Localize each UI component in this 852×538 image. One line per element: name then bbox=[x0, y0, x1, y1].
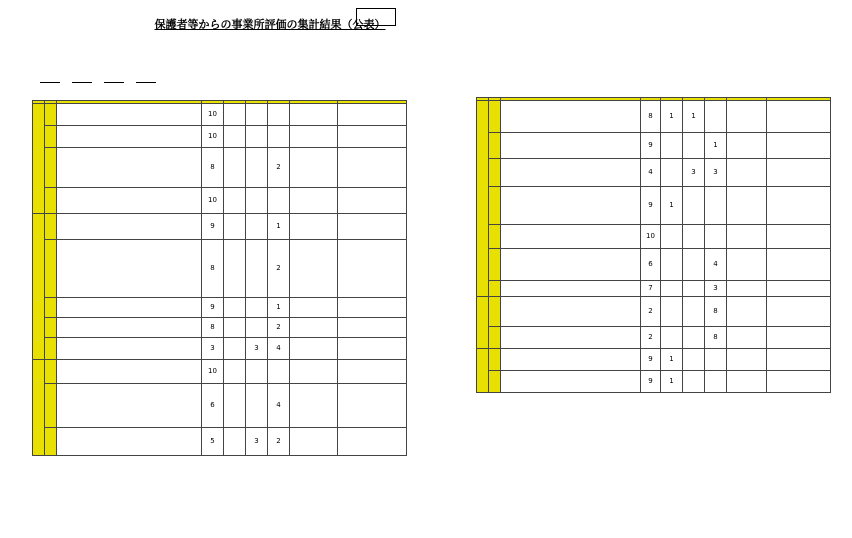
count-yes: 9 bbox=[641, 133, 661, 159]
response-cell bbox=[767, 187, 831, 225]
table-row bbox=[33, 104, 407, 126]
count-no bbox=[683, 327, 705, 349]
count-neutral: 1 bbox=[661, 349, 683, 371]
opinion-cell bbox=[290, 298, 338, 318]
table-row bbox=[33, 318, 407, 338]
count-neutral bbox=[224, 148, 246, 188]
count-no bbox=[683, 133, 705, 159]
respondents-count bbox=[72, 82, 92, 83]
category-cell bbox=[33, 104, 45, 214]
page-title: 保護者等からの事業所評価の集計結果（公表） bbox=[154, 18, 386, 31]
count-unknown bbox=[705, 187, 727, 225]
count-unknown bbox=[705, 101, 727, 133]
opinion-cell bbox=[290, 318, 338, 338]
count-neutral bbox=[224, 428, 246, 456]
count-no bbox=[683, 349, 705, 371]
count-unknown: 1 bbox=[705, 133, 727, 159]
count-neutral bbox=[224, 318, 246, 338]
row-number bbox=[489, 297, 501, 327]
answered-count bbox=[104, 82, 124, 83]
count-yes: 3 bbox=[202, 338, 224, 360]
question-text bbox=[57, 360, 202, 384]
count-no bbox=[683, 281, 705, 297]
category-cell bbox=[477, 297, 489, 349]
count-neutral bbox=[224, 338, 246, 360]
response-cell bbox=[767, 225, 831, 249]
count-yes: 10 bbox=[202, 104, 224, 126]
row-number bbox=[489, 159, 501, 187]
count-unknown: 8 bbox=[705, 327, 727, 349]
table-row bbox=[477, 159, 831, 187]
category-cell bbox=[477, 349, 489, 393]
response-cell bbox=[767, 297, 831, 327]
question-text bbox=[57, 126, 202, 148]
count-neutral bbox=[224, 384, 246, 428]
row-number bbox=[489, 101, 501, 133]
count-no bbox=[683, 249, 705, 281]
opinion-cell bbox=[290, 126, 338, 148]
count-yes: 8 bbox=[641, 101, 661, 133]
response-cell bbox=[767, 349, 831, 371]
response-cell bbox=[767, 133, 831, 159]
row-number bbox=[489, 327, 501, 349]
question-text bbox=[57, 338, 202, 360]
count-neutral: 1 bbox=[661, 187, 683, 225]
row-number bbox=[45, 126, 57, 148]
count-no bbox=[683, 225, 705, 249]
response-cell bbox=[338, 384, 407, 428]
count-yes: 10 bbox=[202, 188, 224, 214]
count-neutral bbox=[661, 159, 683, 187]
response-cell bbox=[767, 101, 831, 133]
opinion-cell bbox=[727, 371, 767, 393]
opinion-cell bbox=[290, 338, 338, 360]
count-unknown: 4 bbox=[268, 384, 290, 428]
table-row bbox=[33, 148, 407, 188]
row-number bbox=[489, 187, 501, 225]
row-number bbox=[45, 318, 57, 338]
row-number bbox=[45, 214, 57, 240]
count-unknown: 1 bbox=[268, 298, 290, 318]
count-neutral bbox=[661, 281, 683, 297]
count-unknown: 2 bbox=[268, 148, 290, 188]
count-neutral bbox=[224, 188, 246, 214]
count-no: 1 bbox=[683, 101, 705, 133]
left-evaluation-table bbox=[32, 100, 407, 456]
opinion-cell bbox=[290, 240, 338, 298]
response-cell bbox=[338, 298, 407, 318]
opinion-cell bbox=[727, 297, 767, 327]
opinion-cell bbox=[727, 133, 767, 159]
count-no bbox=[246, 214, 268, 240]
table-row bbox=[33, 298, 407, 318]
count-neutral bbox=[224, 104, 246, 126]
opinion-cell bbox=[727, 349, 767, 371]
row-number bbox=[45, 428, 57, 456]
count-yes: 9 bbox=[202, 298, 224, 318]
response-cell bbox=[338, 318, 407, 338]
count-neutral bbox=[661, 225, 683, 249]
count-unknown: 4 bbox=[268, 338, 290, 360]
count-yes: 6 bbox=[202, 384, 224, 428]
question-text bbox=[57, 188, 202, 214]
right-evaluation-table bbox=[476, 97, 831, 393]
count-unknown: 3 bbox=[705, 281, 727, 297]
response-cell bbox=[338, 338, 407, 360]
count-yes: 6 bbox=[641, 249, 661, 281]
opinion-cell bbox=[727, 249, 767, 281]
facility-line bbox=[34, 82, 156, 83]
response-cell bbox=[338, 148, 407, 188]
table-row bbox=[477, 349, 831, 371]
table-row bbox=[477, 249, 831, 281]
count-unknown: 2 bbox=[268, 318, 290, 338]
count-no bbox=[246, 360, 268, 384]
count-unknown bbox=[268, 360, 290, 384]
count-neutral bbox=[224, 214, 246, 240]
row-number bbox=[45, 240, 57, 298]
table-row bbox=[33, 338, 407, 360]
question-text bbox=[57, 240, 202, 298]
table-row bbox=[33, 214, 407, 240]
question-text bbox=[57, 104, 202, 126]
question-text bbox=[501, 349, 641, 371]
table-row bbox=[477, 327, 831, 349]
table-row bbox=[477, 281, 831, 297]
response-cell bbox=[338, 214, 407, 240]
row-number bbox=[45, 188, 57, 214]
response-cell bbox=[767, 159, 831, 187]
row-number bbox=[489, 349, 501, 371]
response-cell bbox=[338, 104, 407, 126]
count-neutral bbox=[661, 133, 683, 159]
response-cell bbox=[767, 327, 831, 349]
opinion-cell bbox=[727, 327, 767, 349]
question-text bbox=[501, 327, 641, 349]
table-row bbox=[33, 126, 407, 148]
table-row bbox=[477, 371, 831, 393]
count-no: 3 bbox=[246, 338, 268, 360]
category-cell bbox=[33, 214, 45, 360]
count-yes: 4 bbox=[641, 159, 661, 187]
question-text bbox=[501, 249, 641, 281]
row-number bbox=[45, 104, 57, 126]
question-text bbox=[57, 318, 202, 338]
count-yes: 9 bbox=[641, 371, 661, 393]
count-yes: 9 bbox=[641, 349, 661, 371]
count-unknown: 1 bbox=[268, 214, 290, 240]
row-number bbox=[45, 384, 57, 428]
count-unknown bbox=[705, 349, 727, 371]
question-text bbox=[57, 428, 202, 456]
opinion-cell bbox=[727, 281, 767, 297]
response-cell bbox=[338, 188, 407, 214]
opinion-cell bbox=[290, 428, 338, 456]
count-yes: 10 bbox=[202, 360, 224, 384]
table-row bbox=[477, 297, 831, 327]
opinion-cell bbox=[727, 159, 767, 187]
response-cell bbox=[767, 249, 831, 281]
count-unknown bbox=[705, 225, 727, 249]
count-neutral: 1 bbox=[661, 371, 683, 393]
count-neutral bbox=[224, 360, 246, 384]
attachment-label bbox=[356, 8, 396, 26]
opinion-cell bbox=[290, 188, 338, 214]
question-text bbox=[57, 148, 202, 188]
count-yes: 10 bbox=[641, 225, 661, 249]
table-row bbox=[477, 187, 831, 225]
response-cell bbox=[338, 428, 407, 456]
question-text bbox=[501, 101, 641, 133]
question-text bbox=[501, 225, 641, 249]
count-no bbox=[246, 298, 268, 318]
count-neutral bbox=[224, 126, 246, 148]
response-cell bbox=[338, 240, 407, 298]
row-number bbox=[489, 225, 501, 249]
count-unknown bbox=[705, 371, 727, 393]
response-cell bbox=[338, 360, 407, 384]
count-neutral bbox=[224, 298, 246, 318]
question-text bbox=[57, 214, 202, 240]
row-number bbox=[489, 133, 501, 159]
opinion-cell bbox=[290, 384, 338, 428]
opinion-cell bbox=[727, 187, 767, 225]
count-no bbox=[246, 384, 268, 428]
facility-name bbox=[40, 82, 60, 83]
count-yes: 7 bbox=[641, 281, 661, 297]
count-neutral bbox=[661, 327, 683, 349]
count-unknown: 4 bbox=[705, 249, 727, 281]
count-yes: 5 bbox=[202, 428, 224, 456]
count-no bbox=[246, 104, 268, 126]
count-unknown: 3 bbox=[705, 159, 727, 187]
count-no bbox=[683, 187, 705, 225]
question-text bbox=[501, 371, 641, 393]
table-row bbox=[477, 133, 831, 159]
count-yes: 2 bbox=[641, 327, 661, 349]
count-yes: 8 bbox=[202, 148, 224, 188]
question-text bbox=[501, 281, 641, 297]
count-unknown: 2 bbox=[268, 240, 290, 298]
count-no: 3 bbox=[683, 159, 705, 187]
count-no bbox=[246, 126, 268, 148]
count-yes: 8 bbox=[202, 318, 224, 338]
count-neutral bbox=[661, 297, 683, 327]
opinion-cell bbox=[290, 104, 338, 126]
opinion-cell bbox=[727, 101, 767, 133]
question-text bbox=[57, 384, 202, 428]
response-cell bbox=[767, 371, 831, 393]
count-no bbox=[246, 148, 268, 188]
question-text bbox=[501, 133, 641, 159]
count-neutral: 1 bbox=[661, 101, 683, 133]
count-neutral bbox=[661, 249, 683, 281]
question-text bbox=[501, 297, 641, 327]
count-unknown: 8 bbox=[705, 297, 727, 327]
table-row bbox=[33, 428, 407, 456]
table-row bbox=[33, 360, 407, 384]
row-number bbox=[45, 360, 57, 384]
count-yes: 8 bbox=[202, 240, 224, 298]
response-cell bbox=[338, 126, 407, 148]
count-unknown bbox=[268, 126, 290, 148]
opinion-cell bbox=[727, 225, 767, 249]
table-row bbox=[33, 188, 407, 214]
count-yes: 2 bbox=[641, 297, 661, 327]
row-number bbox=[489, 371, 501, 393]
category-cell bbox=[33, 360, 45, 456]
row-number bbox=[489, 281, 501, 297]
row-number bbox=[45, 148, 57, 188]
opinion-cell bbox=[290, 360, 338, 384]
table-row bbox=[33, 240, 407, 298]
count-yes: 10 bbox=[202, 126, 224, 148]
table-row bbox=[477, 225, 831, 249]
count-no bbox=[683, 371, 705, 393]
opinion-cell bbox=[290, 148, 338, 188]
table-row bbox=[477, 101, 831, 133]
count-unknown: 2 bbox=[268, 428, 290, 456]
row-number bbox=[45, 338, 57, 360]
count-yes: 9 bbox=[641, 187, 661, 225]
count-no: 3 bbox=[246, 428, 268, 456]
question-text bbox=[501, 187, 641, 225]
row-number bbox=[489, 249, 501, 281]
count-yes: 9 bbox=[202, 214, 224, 240]
count-unknown bbox=[268, 104, 290, 126]
count-no bbox=[683, 297, 705, 327]
count-neutral bbox=[224, 240, 246, 298]
category-cell bbox=[477, 101, 489, 297]
opinion-cell bbox=[290, 214, 338, 240]
question-text bbox=[57, 298, 202, 318]
question-text bbox=[501, 159, 641, 187]
count-no bbox=[246, 188, 268, 214]
count-no bbox=[246, 318, 268, 338]
response-cell bbox=[767, 281, 831, 297]
table-row bbox=[33, 384, 407, 428]
ratio-value bbox=[136, 82, 156, 83]
row-number bbox=[45, 298, 57, 318]
count-unknown bbox=[268, 188, 290, 214]
count-no bbox=[246, 240, 268, 298]
